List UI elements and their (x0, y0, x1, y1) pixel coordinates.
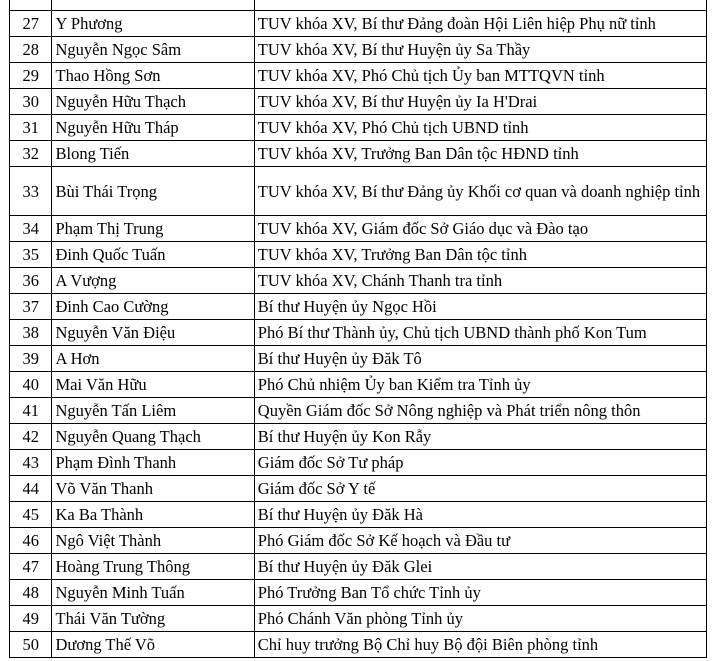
name-cell: Y Phương (52, 11, 254, 37)
row-number-cell: 43 (10, 450, 52, 476)
position-cell: TUV khóa XV, Chánh Thanh tra tỉnh (254, 268, 706, 294)
name-cell: Đinh Quốc Tuấn (52, 242, 254, 268)
table-row (10, 11, 707, 37)
table-row (10, 115, 707, 141)
name-cell: Nguyễn Văn Điệu (52, 320, 254, 346)
table-row (10, 89, 707, 115)
row-number-cell: 31 (10, 115, 52, 141)
position-cell: Phó Trưởng Ban Tổ chức Tỉnh ủy (254, 580, 706, 606)
row-number-cell: 40 (10, 372, 52, 398)
name-cell: Thao Hồng Sơn (52, 63, 254, 89)
position-cell: Giám đốc Sở Tư pháp (254, 450, 706, 476)
name-cell: Nguyễn Hữu Tháp (52, 115, 254, 141)
name-cell: Blong Tiến (52, 141, 254, 167)
table-row (10, 476, 707, 502)
table-row (10, 242, 707, 268)
position-cell: TUV khóa XV, Phó Chủ tịch Ủy ban MTTQVN tỉnh (254, 63, 706, 89)
name-cell: A Vượng (52, 268, 254, 294)
table-row (10, 63, 707, 89)
position-cell: Phó Bí thư Thành ủy, Chủ tịch UBND thành phố Kon Tum (254, 320, 706, 346)
position-cell: Bí thư Huyện ủy Kon Rẫy (254, 424, 706, 450)
name-cell: Mai Văn Hữu (52, 372, 254, 398)
name-cell: Nguyễn Tấn Liêm (52, 398, 254, 424)
row-number-cell: 50 (10, 632, 52, 658)
table-row (10, 37, 707, 63)
name-cell: Thái Văn Tường (52, 606, 254, 632)
table-row (10, 424, 707, 450)
table-row (10, 632, 707, 658)
table-row (10, 450, 707, 476)
table-row (10, 0, 707, 11)
position-cell: Chỉ huy trưởng Bộ Chỉ huy Bộ đội Biên phòng tỉnh (254, 632, 706, 658)
table-row (10, 372, 707, 398)
position-cell: Giám đốc Sở Y tế (254, 476, 706, 502)
position-cell: TUV khóa XV, Bí thư Đảng đoàn Hội Liên hiệp Phụ nữ tỉnh (254, 11, 706, 37)
position-cell: Phó Chánh Văn phòng Tỉnh ủy (254, 606, 706, 632)
row-number-cell: 28 (10, 37, 52, 63)
row-number-cell: 30 (10, 89, 52, 115)
table-row (10, 580, 707, 606)
row-number-cell: 27 (10, 11, 52, 37)
document-page (9, 0, 707, 658)
name-cell: A Hơn (52, 346, 254, 372)
table-row (10, 141, 707, 167)
table-row (10, 294, 707, 320)
row-number-cell: 39 (10, 346, 52, 372)
name-cell: Ka Ba Thành (52, 502, 254, 528)
table-row (10, 554, 707, 580)
row-number-cell: 46 (10, 528, 52, 554)
row-number-cell: 48 (10, 580, 52, 606)
table-row (10, 398, 707, 424)
name-cell: Nguyễn Minh Tuấn (52, 580, 254, 606)
table-row (10, 268, 707, 294)
position-cell: Phó Chủ nhiệm Ủy ban Kiểm tra Tỉnh ủy (254, 372, 706, 398)
table-body (10, 0, 707, 658)
name-cell: Võ Văn Thanh (52, 476, 254, 502)
position-cell: Bí thư Huyện ủy Đăk Glei (254, 554, 706, 580)
row-number-cell: 44 (10, 476, 52, 502)
position-cell: TUV khóa XV, Trưởng Ban Dân tộc HĐND tỉnh (254, 141, 706, 167)
name-cell: Hoàng Trung Thông (52, 554, 254, 580)
row-number-cell: 29 (10, 63, 52, 89)
position-cell: TUV khóa XV, Bí thư Huyện ủy Sa Thầy (254, 37, 706, 63)
row-number-cell: 33 (10, 167, 52, 216)
name-cell: Nguyễn Quang Thạch (52, 424, 254, 450)
table-row (10, 320, 707, 346)
name-cell: Bùi Thái Trọng (52, 167, 254, 216)
row-number-cell: 47 (10, 554, 52, 580)
row-number-cell: 41 (10, 398, 52, 424)
table-row (10, 528, 707, 554)
position-cell: Bí thư Huyện ủy Đăk Hà (254, 502, 706, 528)
position-cell: Quyền Giám đốc Sở Nông nghiệp và Phát triển nông thôn (254, 398, 706, 424)
position-cell: TUV khóa XV, Trưởng Ban Dân tộc tỉnh (254, 242, 706, 268)
row-number-cell: 45 (10, 502, 52, 528)
row-number-cell: 42 (10, 424, 52, 450)
row-number-cell: 38 (10, 320, 52, 346)
row-number-cell: 36 (10, 268, 52, 294)
table-row (10, 606, 707, 632)
table-row (10, 502, 707, 528)
position-cell: Bí thư Huyện ủy Đăk Tô (254, 346, 706, 372)
position-cell: Bí thư Huyện ủy Ngọc Hồi (254, 294, 706, 320)
name-cell: Ngô Việt Thành (52, 528, 254, 554)
name-cell: Nguyễn Hữu Thạch (52, 89, 254, 115)
row-number-cell: 37 (10, 294, 52, 320)
row-number-cell: 34 (10, 216, 52, 242)
name-cell: Đinh Cao Cường (52, 294, 254, 320)
position-cell: TUV khóa XV, Bí thư Huyện ủy Ia H'Drai (254, 89, 706, 115)
row-number-cell: 49 (10, 606, 52, 632)
table-row (10, 216, 707, 242)
table-row (10, 346, 707, 372)
position-cell: TUV khóa XV, Bí thư Đảng ủy Khối cơ quan và doanh nghiệp tỉnh (254, 167, 706, 216)
row-number-cell: 32 (10, 141, 52, 167)
position-cell: TUV khóa XV, Giám đốc Sở Giáo dục và Đào tạo (254, 216, 706, 242)
name-cell (52, 0, 254, 11)
row-number-cell (10, 0, 52, 11)
table-row (10, 167, 707, 216)
name-cell: Nguyễn Ngọc Sâm (52, 37, 254, 63)
personnel-table (9, 0, 707, 658)
name-cell: Phạm Thị Trung (52, 216, 254, 242)
name-cell: Dương Thế Võ (52, 632, 254, 658)
position-cell (254, 0, 706, 11)
position-cell: Phó Giám đốc Sở Kế hoạch và Đầu tư (254, 528, 706, 554)
name-cell: Phạm Đình Thanh (52, 450, 254, 476)
row-number-cell: 35 (10, 242, 52, 268)
position-cell: TUV khóa XV, Phó Chủ tịch UBND tỉnh (254, 115, 706, 141)
